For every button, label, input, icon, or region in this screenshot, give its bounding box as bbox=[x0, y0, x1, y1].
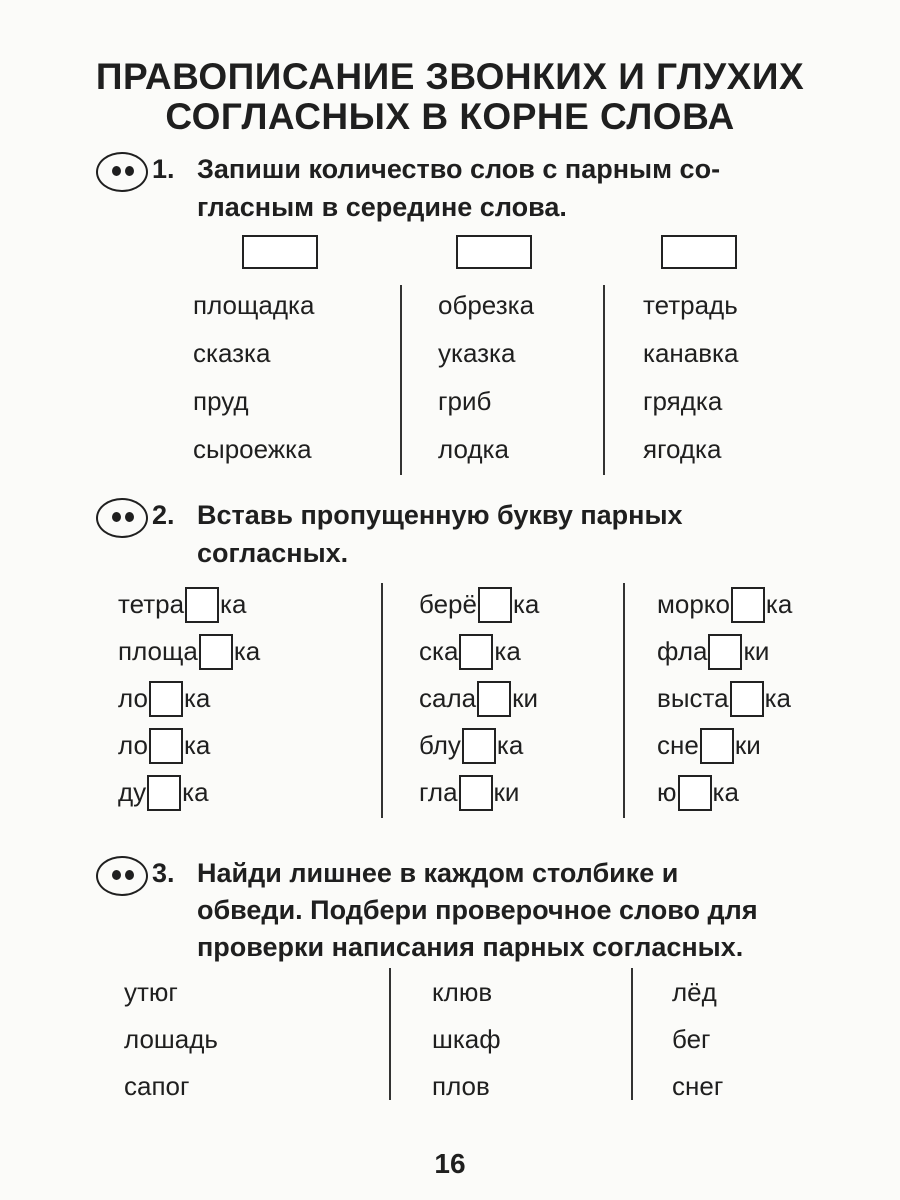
gap-word: морко ка bbox=[657, 587, 792, 623]
task-3-text-line-3: проверки написания парных согласных. bbox=[197, 932, 744, 962]
word[interactable]: плов bbox=[432, 1071, 490, 1101]
word[interactable]: утюг bbox=[124, 977, 178, 1007]
task-3-text-line-1: Найди лишнее в каждом столбике и bbox=[197, 858, 679, 888]
word: тетрадь bbox=[643, 290, 738, 320]
page-title-line-2: СОГЛАСНЫХ В КОРНЕ СЛОВА bbox=[165, 96, 735, 137]
letter-gap-box[interactable] bbox=[708, 634, 742, 670]
word: площадка bbox=[193, 290, 315, 320]
letter-gap-box[interactable] bbox=[730, 681, 764, 717]
task-3-text-line-2: обведи. Подбери проверочное слово для bbox=[197, 895, 758, 925]
letter-gap-box[interactable] bbox=[731, 587, 765, 623]
word[interactable]: лошадь bbox=[124, 1024, 218, 1054]
gap-word: сне ки bbox=[657, 728, 761, 764]
letter-gap-box[interactable] bbox=[185, 587, 219, 623]
word[interactable]: шкаф bbox=[432, 1024, 501, 1054]
task-1-text-line-1: Запиши количество слов с парным со- bbox=[197, 154, 721, 184]
word: гриб bbox=[438, 386, 492, 416]
letter-gap-box[interactable] bbox=[700, 728, 734, 764]
gap-word: ду ка bbox=[118, 775, 209, 811]
column-divider bbox=[623, 583, 625, 818]
letter-gap-box[interactable] bbox=[459, 634, 493, 670]
letter-gap-box[interactable] bbox=[478, 587, 512, 623]
answer-box-column-1[interactable] bbox=[242, 235, 318, 269]
column-divider bbox=[389, 968, 391, 1100]
word: сказка bbox=[193, 338, 271, 368]
column-divider bbox=[400, 285, 402, 475]
word: пруд bbox=[193, 386, 249, 416]
gap-word: берё ка bbox=[419, 587, 539, 623]
pair-work-icon bbox=[96, 152, 148, 192]
letter-gap-box[interactable] bbox=[678, 775, 712, 811]
letter-gap-box[interactable] bbox=[149, 681, 183, 717]
letter-gap-box[interactable] bbox=[149, 728, 183, 764]
word: ягодка bbox=[643, 434, 722, 464]
word[interactable]: бег bbox=[672, 1024, 711, 1054]
gap-word: тетра ка bbox=[118, 587, 246, 623]
word[interactable]: сапог bbox=[124, 1071, 190, 1101]
gap-word: площа ка bbox=[118, 634, 260, 670]
word[interactable]: клюв bbox=[432, 977, 493, 1007]
task-3-heading bbox=[152, 854, 852, 892]
letter-gap-box[interactable] bbox=[147, 775, 181, 811]
gap-word: фла ки bbox=[657, 634, 769, 670]
word: сыроежка bbox=[193, 434, 312, 464]
pair-work-icon bbox=[96, 856, 148, 896]
letter-gap-box[interactable] bbox=[199, 634, 233, 670]
answer-box-column-2[interactable] bbox=[456, 235, 532, 269]
task-2-heading bbox=[152, 496, 852, 534]
gap-word: гла ки bbox=[419, 775, 519, 811]
task-1-heading bbox=[152, 150, 852, 188]
task-3-number: 3. bbox=[152, 858, 175, 888]
column-divider bbox=[631, 968, 633, 1100]
page-number: 16 bbox=[434, 1148, 466, 1179]
word: указка bbox=[438, 338, 516, 368]
word: грядка bbox=[643, 386, 723, 416]
gap-word: ска ка bbox=[419, 634, 521, 670]
gap-word: выста ка bbox=[657, 681, 791, 717]
task-2-text-line-1: Вставь пропущенную букву парных bbox=[197, 500, 683, 530]
task-1-text-line-2: гласным в середине слова. bbox=[197, 192, 567, 222]
page-title-line-1: ПРАВОПИСАНИЕ ЗВОНКИХ И ГЛУХИХ bbox=[95, 56, 805, 97]
gap-word: ло ка bbox=[118, 728, 210, 764]
letter-gap-box[interactable] bbox=[462, 728, 496, 764]
answer-box-column-3[interactable] bbox=[661, 235, 737, 269]
word: канавка bbox=[643, 338, 739, 368]
task-1-number: 1. bbox=[152, 154, 175, 184]
task-2-text-line-2: согласных. bbox=[197, 538, 349, 568]
word: лодка bbox=[438, 434, 509, 464]
gap-word: ю ка bbox=[657, 775, 739, 811]
pair-work-icon bbox=[96, 498, 148, 538]
word[interactable]: снег bbox=[672, 1071, 724, 1101]
column-divider bbox=[381, 583, 383, 818]
column-divider bbox=[603, 285, 605, 475]
word: обрезка bbox=[438, 290, 535, 320]
gap-word: блу ка bbox=[419, 728, 523, 764]
letter-gap-box[interactable] bbox=[477, 681, 511, 717]
word[interactable]: лёд bbox=[672, 977, 717, 1007]
gap-word: ло ка bbox=[118, 681, 210, 717]
gap-word: сала ки bbox=[419, 681, 538, 717]
task-2-number: 2. bbox=[152, 500, 175, 530]
letter-gap-box[interactable] bbox=[459, 775, 493, 811]
